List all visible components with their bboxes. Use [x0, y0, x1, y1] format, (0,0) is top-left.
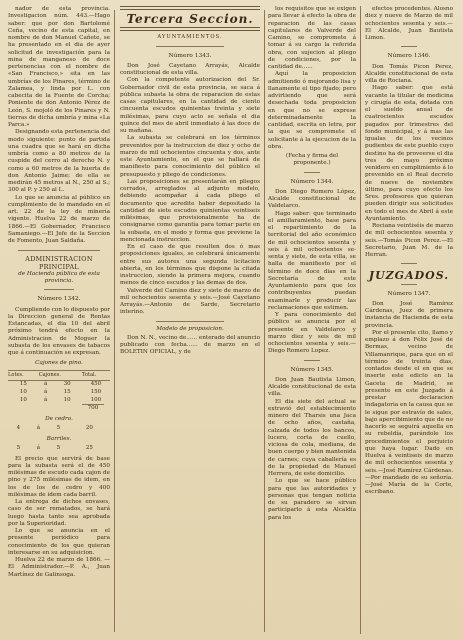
separator [401, 284, 417, 285]
admin-notice-text: La entrega de dichos envases, caso de ser rematados, se hará luego hasta tanto sea aprobada por la Superioridad. [8, 499, 110, 527]
notice-number: Número 1347. [387, 290, 431, 297]
admin-notice-text: Cumpliendo con lo dispuesto por la Direccion general de Rentas Estancadas, el dia 10 del abril próximo tendrá efecto en la Administracion de Moguer la subasta de los envases de tabacos que á continuación se expresan. [8, 306, 110, 356]
table-caption: De cedro. [45, 415, 73, 422]
notice-text: Don Tomás Picon Perez, Alcalde constitucional de esta villa de Rociana. [365, 63, 453, 84]
table-caption: Cajones de pino. [35, 360, 83, 367]
cedar-table [8, 425, 110, 433]
model-title: Modelo de proposicion. [156, 325, 224, 332]
admin-heading: ADMINISTRACION PRINCIPAL [25, 255, 93, 271]
lots-table [8, 370, 110, 405]
notice-text: Hago saber: que está vacante la titular de medicina y cirugía de esta, dotada con el sueldo anual de cuatrocientos escudos pagados por trimestres del fondo municipal, y á mas las igualas de los vecinos pudientes de este pueblo cuyo destino ha de proveerse el dia tres de mayo próximo venidero en cumplimiento á lo prevenido en el Real decreto de nueve de noviembre último, para cuyo efecto los Sres. profesores que quieran pueden dirigir sus solicitudes en todo el mes de Abril á este Ayuntamiento. [365, 85, 453, 222]
notice-text: Rociana veintiséis de marzo de mil ochocientos sesenta y seis.—Tomás Picon Perez.—El Secretario, Juan M. de la Herran. [365, 223, 453, 258]
notice-text: Con la competente autorizacion del Sr. Gobernador civil de esta provincia, se saca á pública subasta la obra de reparacion de estas casas capitulares, en la cantidad de ciento cincuenta escudos quinientas treinta y siete milésimas, para cuyo acto se señala el dia quince del mes de abril inmediato á las doce de su mañana. [120, 77, 260, 134]
notice-text: Don Juan Bautista Limon, Alcalde constitucional de esta villa. [268, 376, 356, 398]
notice-text: Y para conocimiento del público se anuncia por el presente en Valdelarco y marzo diez y seis de mil ochocientos sesenta y seis.—Diego Romero Lopez. [268, 312, 356, 355]
column-right-b [365, 6, 453, 634]
separator [304, 172, 320, 173]
notice-text: La subasta se celebrará en los términos prevenidos por la instruccion de diez y ocho de marzo de mil ochocientos cincuenta y dos, ante este Ayuntamiento, en el que se hallará de manifiesto para conocimiento del público el presupuesto y pliego de condiciones. [120, 135, 260, 178]
notice-text: los requisitos que se exigen para llevar á efecto la obra de reparacion de las casas capitulares de Valverde del Camino, se compromete á tomar á su cargo la referida obra, con sujecion al pliego de condiciones, por la cantidad de...... [268, 6, 356, 70]
section-rule [120, 27, 260, 31]
signature-note: (Fecha y firma del proponente.) [285, 153, 339, 167]
mining-notice-text: Designando esta pertenencia del modo siguiente: punto de partida una cuadra que se hará en dicha umbría como a 80 metros de la cuspide del cerro al derecho N. y como a 60 metros de la huerta de don Antonio Jaime; de ella se medirán 45 metros al N., 250 al S.; 300 al P. y 250 al L. [8, 129, 110, 194]
admin-subheading: de Hacienda pública de esta provincia. [18, 270, 100, 284]
separator [156, 321, 224, 322]
notice-number: Número 1346. [387, 53, 431, 60]
column-right-a [268, 6, 356, 634]
notice-text: Lo que se hace público para que las autoridades y personas que tengan noticia de su paradero se sirvan participarlo á esta Alcaldía para los [268, 478, 356, 521]
table-row: 10 á 15 150 [19, 388, 102, 395]
table-total: 700 [82, 404, 104, 412]
separator [44, 289, 74, 290]
notice-text: efectos procedentes. Alosno diez y nueve de Marzo de mil ochocientos sesenta y seis.—El Alcalde, Juan Bautista Limon. [365, 6, 453, 41]
notice-text: Don José Cayetano Arrayás, Alcalde constitucional de esta villa. [120, 62, 260, 76]
notice-number: Número 1343. [168, 52, 212, 59]
notice-text: El dia siete del actual se extravió del establecimiento minero del Tharsis una Jaca de ocho años, castaña, calzada de todos los bancos, lucero, corta de cuello, viciosa de cola, mediana, de buen cuerpo y bien mantenida de carnes; cuya caballería es de la propiedad de Manuel Herrera, de este domicilio. [268, 398, 356, 477]
separator [18, 250, 100, 251]
section-title-courts: JUZGADOS. [368, 269, 450, 283]
notice-text: Por el presente cito, llamo y emplazo á don Félix José de Bermas, vecino de Villamanrique, para que en el término de treinta dias, contados desde el en que se inserte este edicto en la Gaceta de Madrid, se presente en este Juzgado á prestar declaracion indagatoria en la causa que se le sigue por estravío de sales, bajo apercibimiento que de no hacerlo se seguirá aquella en su rebeldía, parándole los procedimientos el perjuicio que haya lugar. Dado en Huelva á veintiseis de marzo de mil ochocientos sesenta y seis.—José Ramírez Cárdenas.—Por mandado de su señoría.—José María de la Corte, escribano. [365, 329, 453, 496]
separator [401, 46, 417, 47]
notice-text: Don N. N., vecino de...... enterado del anuncio publicado con fecha...... de marzo en el BOLETIN OFICIAL, y de [120, 334, 260, 356]
column-right [268, 6, 453, 634]
table-caption: Barriles. [46, 435, 72, 442]
table-row: 10 á 10 100 [19, 396, 102, 403]
admin-signature: Huelva 22 de marzo de 1866. —El Administrador.—P. A., Juan Martínez de Galinsoga. [8, 557, 110, 578]
section-rule [120, 6, 260, 10]
section-title: Tercera Seccion. [126, 12, 254, 26]
table-row: 5 á 5 25 [16, 445, 93, 452]
admin-notice-text: Lo que se anuncia en el presente periódico para conocimiento de los que quieran interesarse en su adquisicion. [8, 528, 110, 556]
separator [401, 263, 417, 264]
separator [156, 46, 224, 47]
notice-text: Hago saber: que terminado el amillaramiento, base para el repartimiento de la territorial del año económico de mil ochocientos sesenta y seis á mil ochocientos se-senta y siete, de esta villa, se halla de manifiesto por el término de doce dias en la Secretaría de este Ayuntamiento para que los contribuyentes puedan examinarle y producir las reclamaciones que estimen. [268, 210, 356, 311]
notice-text: Las proposiciones se presentarán en pliegos cerrados, arreglados al adjunto modelo, debiendo acompañar á cada pliego el documento que acredite haber depositado la cantidad de siete escudos quinientas veintiseis milésimas, que provisionalmente ha de consignarse como garantía para tomar parte en la subasta, en el modo y forma que previene la mencionada instruccion. [120, 178, 260, 243]
table-row: 15 á 30 450 [19, 381, 102, 388]
admin-notice-text: El precio que servirá de base para la subasta será el de 450 milésimas de escudo cada cajon de pino y 275 milésimas de idem, en los de los de cedro y 400 milésimas de idem cada barril. [8, 455, 110, 498]
notice-text: Valverde del Camino diez y siete de marzo de mil ochocientos sesenta y seis.—José Cayetano Arrayás.—Antonio de Sarde, Secretario interino. [120, 287, 260, 316]
column-divider [114, 10, 115, 632]
column-divider [360, 6, 361, 634]
notice-text: Don José Ramírez Cárdenas, Juez de primera instancia de Hacienda de esta provincia. [365, 300, 453, 329]
table-row: 4 á 5 20 [16, 425, 93, 432]
mining-notice-text: nador de esta provincia. Investigacion núm. 443.—Hago saber: que por don Bartolomé Ceña, vecino de esta capital, en nombre de don Manuel Cañete, se ha presentado en el dia de ayer solicitud de investigación para la mina de manganeso de doce pertenencias con el nombre de «San Francisco,» sita en las umbrías de los Pinares, término de Zalamea, y linda por L. con cabecita de la Fuente de Corcha; Poniente de don Antonio Pérez de León, S. mojoló de los Pinares y N. tierras de dicha umbría y mina «La Parca.» [8, 6, 110, 128]
column-left [8, 6, 110, 634]
column-divider [264, 10, 265, 632]
notice-text: Don Diego Romero López, Alcalde constitucional de Valdelarco. [268, 188, 356, 210]
notice-number: Número 1345. [290, 366, 334, 373]
col-header-lots: Lotes. [8, 370, 39, 380]
col-header-total: Total. [82, 370, 110, 380]
notice-number: Número 1344. [290, 178, 334, 185]
separator [304, 360, 320, 361]
section-subtitle: AYUNTAMIENTOS. [157, 34, 223, 41]
notice-text: En el caso de que resulten dos ó mas proposiciones iguales, se celebrará únicamente entre sus autores una segunda licitacion abierta, en los términos que dispone la citada instruccion, siendo la primera mejora, cuando menos de cinco escudos y las demas de dos. [120, 244, 260, 287]
column-middle [120, 6, 260, 634]
notice-text: Aquí la proposicion admitiendo ó mejorando lisa y llanamente el tipo fijado; pero advirtiendo que será desechada toda proposicion en que no se exprese determinadamente la cantidad, escrita en letra, por la que se compromete el solicitante á la ejecucion de la obra. [268, 71, 356, 150]
notice-number: Número 1342. [37, 296, 81, 303]
col-header-boxes: Cajones. [39, 370, 82, 380]
mining-notice-text: Lo que se anuncia al público en cumplimiento de lo mandado en el art. 22 de la ley de minería vigente. Huelva 22 de marzo de 1866.—El Gobernador, Francisco Samaniego.—El Jefe de la Seccion de Fomento, Juan Saldaña. [8, 194, 110, 244]
barrels-table [8, 445, 110, 453]
